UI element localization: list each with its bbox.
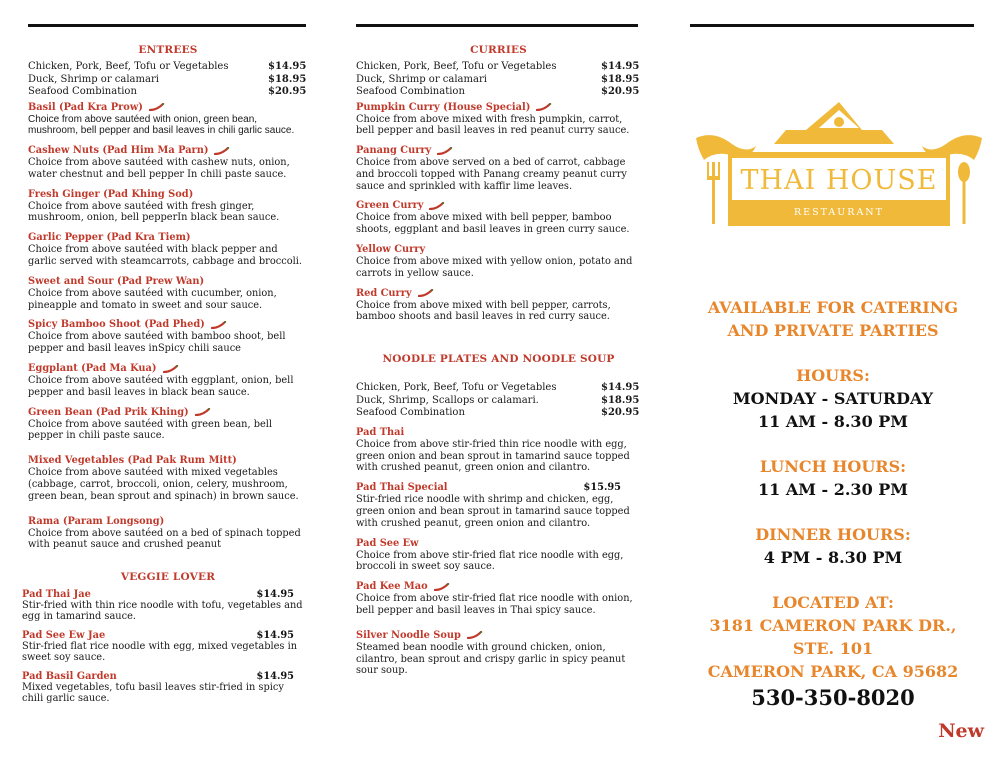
item-desc: Mixed vegetables, tofu basil leaves stir-fried in spicy chili garlic sauce. (22, 682, 284, 704)
menu-item (356, 243, 641, 280)
item-desc: Steamed bean noodle with ground chicken, onion, cilantro, bean sprout and crispy garlic in spicy peanut sour soup. (356, 641, 626, 677)
price-row: Seafood Combination $20.95 (356, 86, 640, 97)
location-label: LOCATED AT: (772, 593, 894, 612)
item-name: Panang Curry (356, 145, 432, 157)
item-desc: Choice from above sautéed with cucumber, onion, pineapple and tomato in sweet and sour sauce. (28, 287, 277, 311)
item-desc: Choice from above sautéed with onion, green bean, mushroom, bell pepper and basil leaves in chili garlic sauce. (28, 113, 295, 137)
item-name: Pad See Ew (356, 537, 419, 549)
item-name: Green Bean (Pad Prik Khing) (28, 406, 189, 418)
curries-price-list (356, 61, 641, 99)
menu-item (28, 406, 308, 443)
price-row: Duck, Shrimp or calamari $18.95 (356, 73, 640, 85)
menu-item (28, 101, 308, 138)
item-desc: Choice from above sautéed with bamboo shoot, bell pepper and basil leaves inSpicy chili sauce (28, 331, 286, 355)
item-name: Sweet and Sour (Pad Prew Wan) (28, 275, 205, 287)
item-name: Green Curry (356, 200, 424, 212)
chili-icon (434, 583, 450, 591)
menu-item (28, 515, 308, 552)
noodles-title: NOODLE PLATES AND NOODLE SOUP (382, 353, 615, 366)
dinner-time: 4 PM - 8.30 PM (763, 548, 903, 567)
menu-item (356, 481, 641, 529)
menu-item (28, 275, 308, 312)
item-desc: Choice from above mixed with yellow onion, potato and carrots in yellow sauce. (356, 256, 633, 279)
chili-icon (195, 408, 211, 416)
phone-number[interactable]: 530-350-8020 (751, 685, 915, 710)
menu-item (22, 588, 308, 622)
menu-item (28, 144, 308, 181)
price-row: Chicken, Pork, Beef, Tofu or Vegetables $14.95 (356, 382, 640, 394)
menu-item (28, 454, 308, 502)
item-name: Pad Kee Mao (356, 581, 428, 593)
entrees-column (22, 44, 308, 711)
item-name: Mixed Vegetables (Pad Pak Rum Mitt) (28, 455, 237, 467)
noodles-price-list (356, 382, 641, 420)
price-row: Chicken, Pork, Beef, Tofu or Vegetables $14.95 (28, 61, 307, 72)
item-name: Rama (Param Longsong) (28, 515, 165, 527)
item-price: $14.95 (256, 630, 294, 642)
item-desc: Choice from above sautéed with black pepper and garlic served with steamcarrots, cabbage and broccoli. (28, 244, 302, 268)
chili-icon (214, 147, 230, 155)
veggie-title: VEGGIE LOVER (120, 571, 216, 584)
menu-item (356, 537, 641, 574)
new-badge: New (938, 720, 984, 742)
item-name: Fresh Ginger (Pad Khing Sod) (28, 188, 194, 200)
menu-item (356, 101, 641, 138)
item-desc: Choice from above mixed with bell pepper, carrots, bamboo shoots and basil leaves in red curry sauce. (356, 299, 611, 323)
menu-item (22, 670, 308, 704)
lunch-time: 11 AM - 2.30 PM (757, 480, 909, 499)
price-row: Seafood Combination $20.95 (356, 407, 640, 419)
item-desc: Choice from above sautéed with green bean, bell pepper in chili paste sauce. (28, 418, 273, 442)
menu-item (356, 144, 641, 192)
item-desc: Stir-fried flat rice noodle with egg, mixed vegetables in sweet soy sauce. (22, 641, 298, 663)
curries-column (356, 44, 641, 684)
chili-icon (437, 147, 453, 155)
dinner-label: DINNER HOURS: (755, 525, 911, 544)
item-name: Yellow Curry (356, 244, 426, 256)
item-desc: Choice from above served on a bed of carrot, cabbage and broccoli topped with Panang creamy peanut curry sauce and sprinkled with kaffir lime leaves. (356, 157, 627, 192)
chili-icon (149, 103, 165, 111)
curries-title: CURRIES (470, 44, 527, 56)
item-desc: Choice from above stir-fried flat rice noodle with onion, bell pepper and basil leaves in Thai spicy sauce. (356, 593, 633, 616)
item-name: Eggplant (Pad Ma Kua) (28, 363, 157, 375)
chili-icon (467, 631, 483, 639)
lunch-label: LUNCH HOURS: (759, 457, 907, 476)
hours-label: HOURS: (796, 366, 870, 385)
item-price: $14.95 (256, 671, 294, 683)
item-name: Spicy Bamboo Shoot (Pad Phed) (28, 319, 205, 331)
restaurant-logo (694, 100, 984, 230)
catering-line-1: AVAILABLE FOR CATERING (707, 298, 959, 317)
chili-icon (418, 289, 434, 297)
item-name: Pad See Ew Jae (22, 630, 106, 642)
menu-item (28, 188, 308, 225)
catering-line-2: AND PRIVATE PARTIES (727, 321, 939, 340)
top-rule-right (690, 24, 974, 27)
item-name: Garlic Pepper (Pad Kra Tiem) (28, 232, 191, 244)
top-rule-left (28, 24, 306, 27)
top-rule-middle (356, 24, 638, 27)
item-name: Silver Noodle Soup (356, 629, 461, 641)
chili-icon (429, 202, 445, 210)
item-name: Pad Thai Jae (22, 589, 91, 601)
item-desc: Choice from above mixed with bell pepper, bamboo shoots, eggplant and basil leaves in green curry sauce. (356, 212, 630, 236)
item-name: Pad Basil Garden (22, 671, 117, 683)
item-name: Cashew Nuts (Pad Him Ma Parn) (28, 145, 209, 157)
menu-item (356, 629, 641, 677)
item-desc: Stir-fried rice noodle with shrimp and chicken, egg, green onion and bean sprout in tamarind sauce topped with crushed peanut, green onion and cilantro. (356, 494, 630, 529)
price-row: Duck, Shrimp or calamari $18.95 (28, 73, 307, 85)
item-desc: Choice from above sautéed on a bed of spinach topped with peanut sauce and crushed peanut (28, 527, 301, 551)
menu-item (22, 629, 308, 663)
logo-sub: RESTAURANT (794, 207, 884, 218)
item-desc: Choice from above mixed with fresh pumpkin, carrot, bell pepper and basil leaves in red peanut curry sauce. (356, 113, 630, 137)
item-name: Pad Thai (356, 426, 405, 438)
menu-item (356, 199, 641, 236)
menu-item (28, 362, 308, 399)
item-desc: Choice from above sautéed with eggplant, onion, bell pepper and basil leaves in black bean sauce. (28, 375, 294, 398)
item-name: Basil (Pad Kra Prow) (28, 101, 143, 113)
menu-item (28, 318, 308, 355)
chili-icon (536, 103, 552, 111)
entrees-title: ENTREES (138, 44, 198, 56)
menu-item (356, 426, 641, 474)
item-name: Pumpkin Curry (House Special) (356, 101, 531, 113)
address-line-1: 3181 CAMERON PARK DR., STE. 101 (709, 616, 957, 658)
item-desc: Choice from above stir-fried thin rice noodle with egg, green onion and bean sprout in tamarind sauce topped with crushed peanut, green onion and cilantro. (356, 438, 630, 474)
entrees-price-list (28, 61, 308, 99)
item-name: Pad Thai Special (356, 482, 448, 494)
price-row: Duck, Shrimp, Scallops or calamari. $18.95 (356, 394, 640, 406)
price-row: Seafood Combination $20.95 (28, 86, 307, 97)
item-desc: Choice from above sautéed with fresh ginger, mushroom, onion, bell pepperIn black bean sauce. (28, 200, 280, 224)
item-desc: Choice from above sautéed with mixed vegetables (cabbage, carrot, broccoli, onion, celery, mushroom, green bean, bean sprout and spinach) in brown sauce. (28, 467, 299, 502)
menu-item (356, 580, 641, 617)
info-panel (688, 296, 978, 710)
item-desc: Choice from above stir-fried flat rice noodle with egg, broccoli in sweet soy sauce. (356, 549, 624, 573)
address-line-2: CAMERON PARK, CA 95682 (707, 662, 959, 681)
hours-time: 11 AM - 8.30 PM (757, 412, 909, 431)
menu-item (356, 287, 641, 324)
item-price: $14.95 (256, 589, 294, 601)
hours-days: MONDAY - SATURDAY (732, 389, 934, 408)
price-row: Chicken, Pork, Beef, Tofu or Vegetables $14.95 (356, 61, 640, 72)
chili-icon (211, 321, 227, 329)
chili-icon (163, 365, 179, 373)
menu-item (28, 231, 308, 268)
item-desc: Choice from above sautéed with cashew nuts, onion, water chestnut and bell pepper In chili paste sauce. (28, 157, 290, 180)
item-desc: Stir-fried with thin rice noodle with tofu, vegetables and egg in tamarind sauce. (22, 600, 303, 622)
item-name: Red Curry (356, 287, 412, 299)
item-price: $15.95 (583, 482, 621, 494)
logo-name: THAI HOUSE (740, 165, 938, 196)
